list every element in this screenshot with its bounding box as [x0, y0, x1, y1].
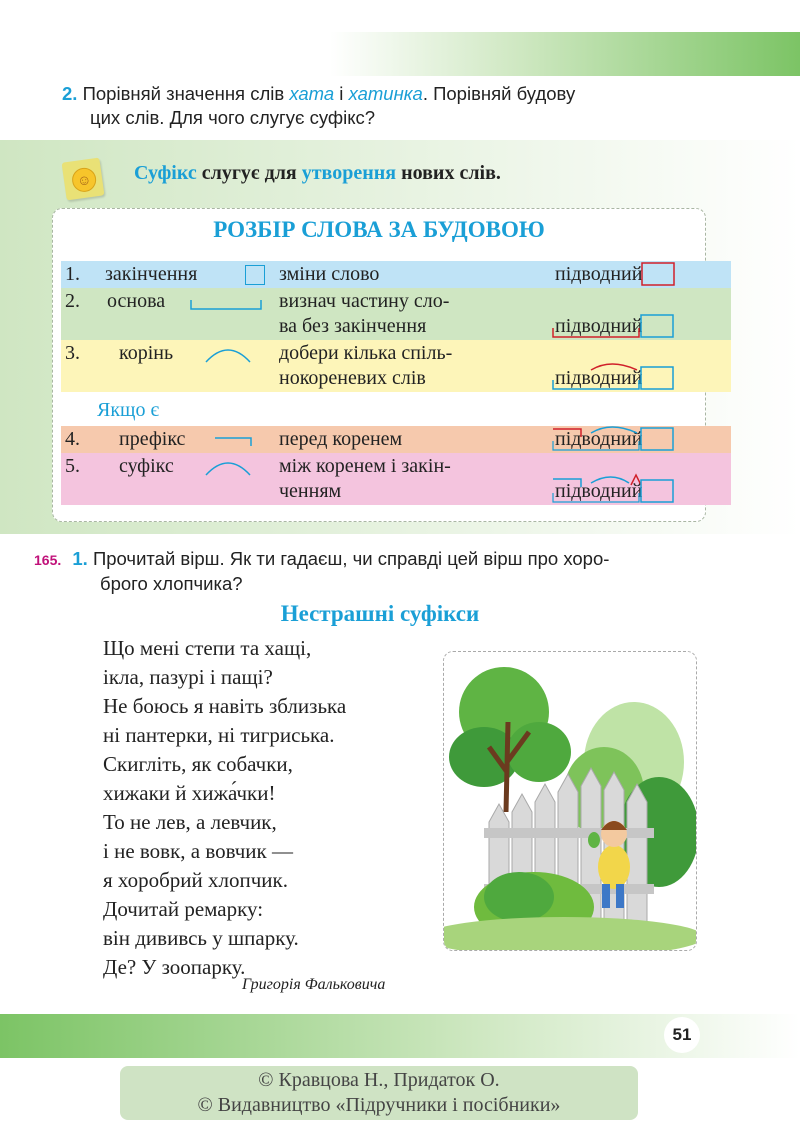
row-desc: [279, 454, 539, 504]
task-165: [34, 547, 714, 596]
desc-line2: ва без закінчення: [279, 315, 427, 337]
word-text: підводний: [555, 367, 643, 389]
if-exists-label: Якщо є: [97, 399, 160, 421]
exercise-number: 165.: [34, 552, 62, 568]
word-text: підводний: [555, 428, 643, 450]
poem-line: Де? У зоопарку.: [103, 955, 246, 979]
desc-line2: ченням: [279, 480, 342, 502]
example-word: [555, 262, 642, 287]
illustration-boy-behind-fence: [443, 651, 697, 951]
word-khata: хата: [289, 83, 335, 104]
poem-author: Григорія Фальковича: [242, 976, 386, 993]
word-text: підводний: [555, 263, 643, 285]
sticky-note-smiley-icon: ☺: [62, 158, 105, 201]
row-desc: зміни слово: [279, 263, 380, 285]
example-word: [555, 366, 642, 391]
task-text-cont: . Порівняй будову: [422, 83, 576, 104]
ending-box-icon: [245, 265, 265, 285]
copyright-line: © Кравцова Н., Придаток О.: [258, 1069, 500, 1091]
copyright-box: [120, 1066, 638, 1120]
task-text-line2: цих слів. Для чого слугує суфікс?: [90, 107, 376, 128]
row-number: 2.: [65, 290, 80, 312]
stem-bracket-icon: [189, 298, 263, 312]
row-name: суфікс: [119, 455, 174, 477]
task-number: 1.: [72, 548, 88, 569]
table-title: РОЗБІР СЛОВА ЗА БУДОВОЮ: [213, 217, 545, 242]
poem-line: Дочитай ремарку:: [103, 897, 264, 921]
conj: і: [339, 83, 344, 104]
poem-line: Скигліть, як собачки,: [103, 752, 293, 776]
table-row-root: [61, 340, 731, 392]
poem-title: Нестрашні суфікси: [280, 601, 480, 626]
suffix-mark-icon: [551, 471, 677, 505]
poem-line: я хоробрий хлопчик.: [103, 868, 288, 892]
table-row-prefix: [61, 426, 731, 453]
poem-line: То не лев, а левчик,: [103, 810, 277, 834]
poem-line: ні пантерки, ні тигриська.: [103, 723, 335, 747]
row-number: 4.: [65, 428, 80, 450]
rule-word-formation: утворення: [301, 162, 397, 184]
rule-sentence: [134, 162, 501, 185]
word-text: підводний: [555, 315, 643, 337]
poem-line: Не боюсь я навіть зблизька: [103, 694, 347, 718]
poem-line: він дививсь у шпарку.: [103, 926, 299, 950]
row-name: основа: [107, 290, 166, 312]
row-desc: [279, 341, 539, 391]
prefix-mark-icon: [551, 423, 677, 453]
root-mark-icon: [551, 360, 677, 392]
poem-line: хижаки й хижа́чки!: [103, 781, 276, 805]
row-name: корінь: [119, 342, 174, 364]
poem-text: [103, 634, 346, 982]
example-word: [555, 427, 642, 452]
row-number: 1.: [65, 263, 80, 285]
task-text-line2: брого хлопчика?: [100, 573, 243, 594]
stem-mark-icon: [551, 312, 677, 340]
copyright-line: © Видавництво «Підручники і посібники»: [197, 1094, 561, 1116]
row-desc: [279, 289, 539, 339]
row-desc: перед коренем: [279, 428, 403, 450]
boy-fence-illustration: [444, 652, 696, 950]
word-khatynka: хатинка: [348, 83, 423, 104]
example-word: [555, 314, 642, 339]
poem-line: і не вовк, а вовчик —: [103, 839, 293, 863]
ending-mark-icon: [641, 261, 675, 287]
row-name: префікс: [119, 428, 186, 450]
prefix-mark-legend-icon: [213, 432, 255, 448]
desc-line1: визнач частину сло-: [279, 290, 450, 312]
poem-line: ікла, пазурі і пащі?: [103, 665, 273, 689]
task-text: Порівняй значення слів: [82, 83, 285, 104]
task-number: 2.: [62, 83, 78, 104]
example-word: [555, 479, 642, 504]
desc-line2: нокореневих слів: [279, 367, 426, 389]
root-arc-icon: [203, 344, 253, 364]
word-text: підводний: [555, 480, 643, 502]
rule-text-2: нових слів.: [401, 162, 501, 184]
row-number: 3.: [65, 342, 80, 364]
page-number: 51: [664, 1017, 700, 1053]
row-name: закінчення: [105, 263, 198, 285]
poem-line: Що мені степи та хащі,: [103, 636, 312, 660]
suffix-arc-icon: [203, 457, 253, 477]
word-analysis-table: [52, 208, 706, 522]
rule-word-suffix: Суфікс: [134, 162, 197, 184]
table-row-ending: [61, 261, 731, 288]
table-row-stem: [61, 288, 731, 340]
task-text: Прочитай вірш. Як ти гадаєш, чи справді цей вірш про хоро-: [92, 548, 610, 569]
desc-line1: між коренем і закін-: [279, 455, 451, 477]
row-number: 5.: [65, 455, 80, 477]
table-row-suffix: [61, 453, 731, 505]
top-decor-band: [330, 32, 800, 76]
desc-line1: добери кілька спіль-: [279, 342, 453, 364]
task-2: [62, 82, 702, 130]
rule-text-1: слугує для: [201, 162, 297, 184]
